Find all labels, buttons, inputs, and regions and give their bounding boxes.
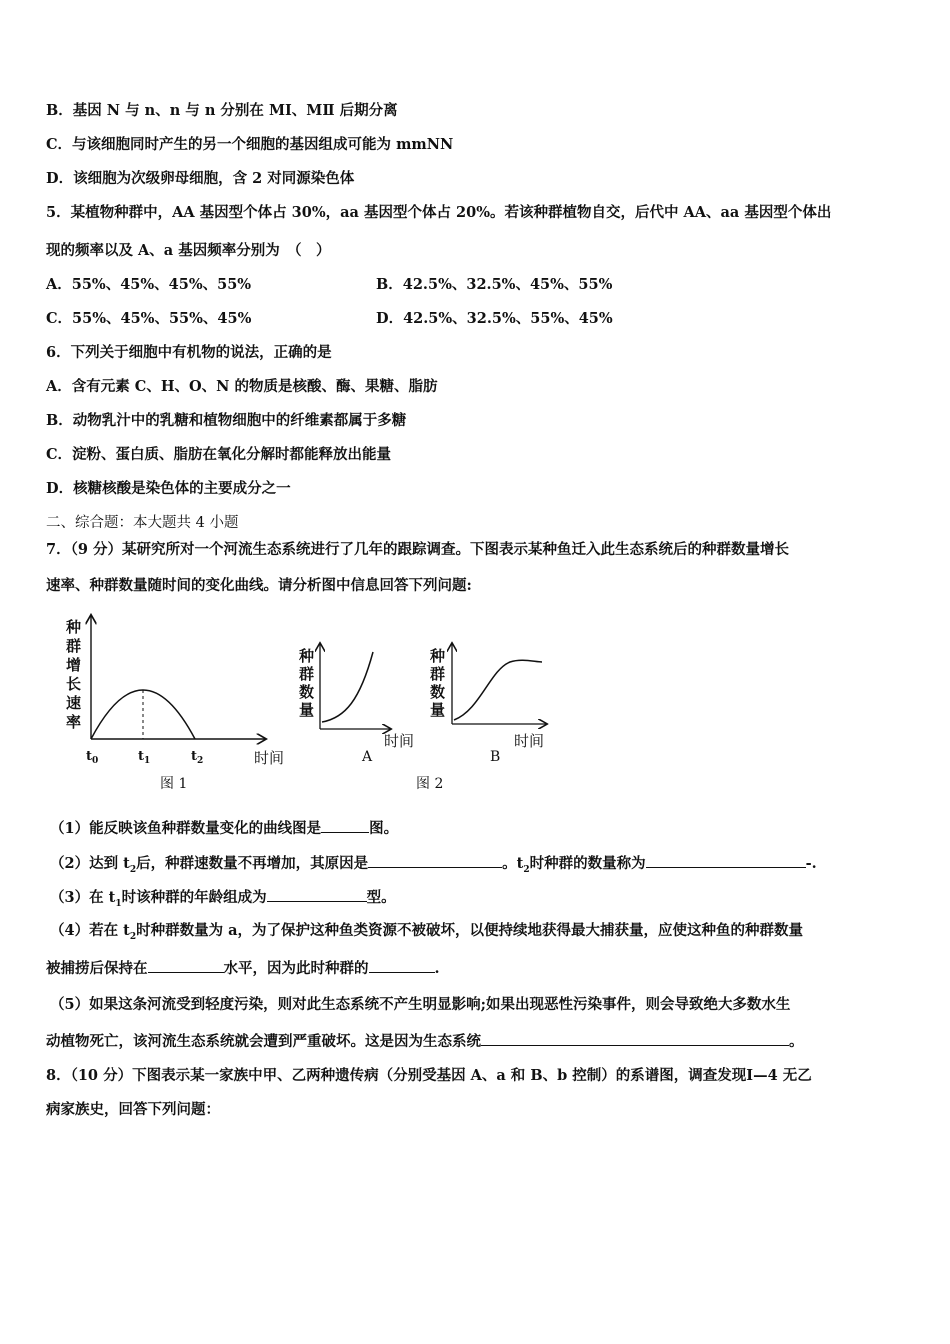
q6-stem: 6．下列关于细胞中有机物的说法，正确的是 [46,344,332,361]
fig2-panel-a [298,644,414,765]
fig1-xlabel: 时间 [254,749,285,767]
q7-sub4-line-1: （4）若在 $t_2$时种群数量为 a，为了保护这种鱼类资源不被破坏，以便持续地获得最大捕获量，应使这种鱼的种群数量 [50,922,804,942]
q7-sub2: （2）达到 $t_2$后，种群速数量不再增加，其原因是 。$t_2$时种群的数量称为 -. [50,855,817,875]
fig2-caption: 图 2 [416,776,444,792]
fig2-s-curve [454,660,542,720]
svg-text:数: 数 [430,683,446,701]
fig1-ylabel-char: 长 [66,675,82,693]
answer-blank[interactable] [267,887,367,902]
svg-text:时间: 时间 [514,732,545,750]
q7-sub5-line-2: 动植物死亡，该河流生态系统就会遭到严重破坏。这是因为生态系统 。 [46,1033,804,1050]
svg-text:种: 种 [430,647,446,665]
q4-option-c: C．与该细胞同时产生的另一个细胞的基因组成可能为 mmNN [46,136,454,153]
answer-blank[interactable] [369,958,435,973]
q6-option-c: C．淀粉、蛋白质、脂肪在氧化分解时都能释放出能量 [46,446,392,463]
fig1-tick-t2: $t_2$ [191,749,204,766]
fig2-j-curve [322,652,373,722]
fig1-caption: 图 1 [160,776,188,792]
figure-2-population-charts [290,640,570,796]
q7-sub4-line-2: 被捕捞后保持在 水平，因为此时种群的 . [46,960,440,977]
svg-text:时间: 时间 [384,732,415,750]
q7-sub1: （1）能反映该鱼种群数量变化的曲线图是 图。 [50,820,399,837]
svg-text:量: 量 [299,701,315,719]
fig2-panel-b-label: B [490,749,501,765]
q6-option-d: D．核糖核酸是染色体的主要成分之一 [46,480,291,497]
q7-stem-line-2: 速率、种群数量随时间的变化曲线。请分析图中信息回答下列问题: [46,577,472,594]
q5-option-b: B．42.5%、32.5%、45%、55% [376,276,613,293]
q8-stem-line-2: 病家族史，回答下列问题： [46,1101,220,1118]
q7-stem-line-1: 7．（9 分）某研究所对一个河流生态系统进行了几年的跟踪调查。下图表示某种鱼迁入此生态系统后的种群数量增长 [46,541,789,558]
q4-option-d: D．该细胞为次级卵母细胞，含 2 对同源染色体 [46,170,355,187]
fig1-ylabel-char: 群 [66,637,82,655]
q5-option-d: D．42.5%、32.5%、55%、45% [376,310,613,327]
q6-option-a: A．含有元素 C、H、O、N 的物质是核酸、酶、果糖、脂肪 [46,378,438,395]
answer-blank[interactable] [321,818,369,833]
fig1-ylabel-char: 率 [66,713,82,731]
figure-1-growth-rate-chart [60,608,300,798]
answer-blank[interactable] [368,853,502,868]
fig1-tick-t1: $t_1$ [138,749,151,766]
answer-blank[interactable] [481,1031,789,1046]
fig1-ylabel-char: 种 [66,618,82,636]
fig1-tick-t0: $t_0$ [86,749,99,766]
q5-stem-line-1: 5．某植物种群中，AA 基因型个体占 30%，aa 基因型个体占 20%。若该种群植物自交，后代中 AA、aa 基因型个体出 [46,204,832,221]
fig1-ylabel-char: 速 [66,694,82,712]
q6-option-b: B．动物乳汁中的乳糖和植物细胞中的纤维素都属于多糖 [46,412,407,429]
q7-sub3: （3）在 $t_1$时该种群的年龄组成为 型。 [50,889,396,909]
fig2-panel-a-label: A [362,749,373,765]
section-2-heading: 二、综合题：本大题共 4 小题 [46,515,239,531]
svg-text:量: 量 [430,701,446,719]
q4-option-b: B．基因 N 与 n、n 与 n 分别在 MⅠ、MⅡ 后期分离 [46,102,398,119]
answer-blank[interactable] [148,958,224,973]
q5-stem-line-2: 现的频率以及 A、a 基因频率分别为 （ ） [46,242,331,259]
q5-option-a: A．55%、45%、45%、55% [46,276,252,293]
svg-text:种: 种 [299,647,315,665]
fig1-ylabel-char: 增 [66,656,82,674]
q5-option-c: C．55%、45%、55%、45% [46,310,252,327]
answer-blank[interactable] [646,853,806,868]
svg-text:数: 数 [299,683,315,701]
svg-text:群: 群 [299,665,315,683]
fig2-panel-b [429,644,546,765]
q7-sub5-line-1: （5）如果这条河流受到轻度污染，则对此生态系统不产生明显影响;如果出现恶性污染事件，则会导致绝大多数水生 [50,996,791,1013]
svg-text:群: 群 [430,665,446,683]
q8-stem-line-1: 8．（10 分）下图表示某一家族中甲、乙两种遗传病（分别受基因 A、a 和 B、b 控制）的系谱图，调查发现Ⅰ—4 无乙 [46,1067,812,1084]
